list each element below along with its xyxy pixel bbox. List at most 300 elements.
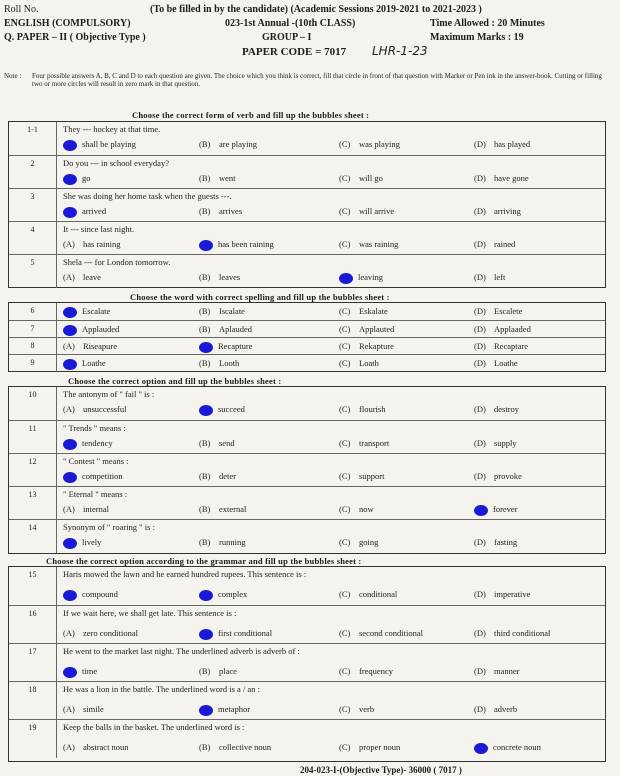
filled-bubble (63, 667, 77, 678)
filled-bubble (63, 325, 77, 336)
answer-option[interactable] (63, 589, 118, 601)
option-text: forever (493, 504, 518, 514)
answer-option[interactable] (199, 306, 245, 316)
option-text: was raining (359, 239, 399, 249)
option-letter: (B) (199, 139, 211, 149)
option-text: tendency (82, 438, 113, 448)
answer-option[interactable] (199, 704, 250, 716)
option-text: conditional (359, 589, 398, 599)
option-letter: (C) (339, 239, 351, 249)
answer-option[interactable] (474, 306, 522, 316)
question-stem: If we wait here, we shall get late. This sentence is : (63, 608, 237, 618)
option-letter: (B) (199, 666, 211, 676)
question-stem: Do you --- in school everyday? (63, 158, 169, 168)
filled-bubble (199, 590, 213, 601)
answer-option[interactable] (474, 589, 530, 599)
subject-title: ENGLISH (COMPULSORY) (4, 18, 131, 29)
option-text: Loath (359, 358, 379, 368)
note-text: Four possible answers A, B, C and D to each question are given. The choice which you think is correct, fill that circle in front of that question with Marker or Pen ink in the answer-book. Cutting or filling two or more circles will result in zero mark in that question. (32, 72, 602, 88)
option-letter: (C) (339, 139, 351, 149)
option-text: Escalete (494, 306, 523, 316)
answer-option[interactable] (474, 173, 529, 183)
option-text: place (219, 666, 237, 676)
question-number: 13 (9, 487, 57, 520)
answer-option[interactable] (474, 324, 531, 334)
question-stem: " Contest " means : (63, 456, 129, 466)
question-row (9, 387, 605, 420)
filled-bubble (63, 590, 77, 601)
answer-option[interactable] (474, 504, 518, 516)
option-letter: (D) (474, 589, 486, 599)
handwritten-code: LHR-1-23 (372, 44, 428, 58)
answer-option[interactable] (63, 306, 110, 318)
answer-option[interactable] (474, 704, 517, 714)
option-text: internal (83, 504, 109, 514)
option-text: Escalate (82, 306, 111, 316)
option-text: have gone (494, 173, 529, 183)
option-text: rained (494, 239, 516, 249)
option-text: third conditional (494, 628, 551, 638)
answer-option[interactable] (474, 272, 505, 282)
question-number: 10 (9, 387, 57, 420)
option-text: deter (219, 471, 236, 481)
answer-option[interactable] (339, 438, 389, 448)
question-row (9, 337, 605, 355)
option-text: now (359, 504, 374, 514)
question-number: 4 (9, 222, 57, 255)
option-text: has been raining (218, 239, 274, 249)
answer-option[interactable] (474, 742, 541, 754)
group-label: GROUP – I (262, 32, 312, 43)
option-letter: (D) (474, 404, 486, 414)
option-letter: (A) (63, 628, 75, 638)
question-stem: " Trends " means : (63, 423, 126, 433)
answer-option[interactable] (339, 306, 388, 316)
option-letter: (B) (199, 471, 211, 481)
option-letter: (D) (474, 324, 486, 334)
answer-option[interactable] (474, 438, 517, 448)
paper-type: Q. PAPER – II ( Objective Type ) (4, 32, 146, 43)
question-stem: She was doing her home task when the guests ---. (63, 191, 232, 201)
option-letter: (D) (474, 341, 486, 351)
option-text: supply (494, 438, 517, 448)
option-text: arriving (494, 206, 521, 216)
option-letter: (C) (339, 537, 351, 547)
question-number: 2 (9, 156, 57, 189)
section-box-vocabulary (8, 386, 606, 554)
option-letter: (C) (339, 173, 351, 183)
option-letter: (B) (199, 358, 211, 368)
question-number: 17 (9, 644, 57, 682)
answer-option[interactable] (339, 404, 385, 414)
option-text: transport (359, 438, 390, 448)
answer-option[interactable] (199, 239, 274, 251)
option-text: Riseapure (83, 341, 117, 351)
option-text: send (219, 438, 235, 448)
answer-option[interactable] (63, 404, 126, 414)
option-letter: (C) (339, 341, 351, 351)
option-letter: (A) (63, 272, 75, 282)
section-box-verb (8, 121, 606, 288)
option-text: will go (359, 173, 383, 183)
question-row (9, 519, 605, 553)
answer-option[interactable] (199, 742, 271, 752)
option-text: manner (494, 666, 520, 676)
filled-bubble (474, 743, 488, 754)
answer-option[interactable] (63, 666, 97, 678)
option-text: Aplauded (219, 324, 253, 334)
question-number: 7 (9, 321, 57, 338)
answer-option[interactable] (63, 628, 138, 638)
answer-option[interactable] (339, 504, 374, 514)
option-text: are playing (219, 139, 257, 149)
answer-option[interactable] (63, 341, 117, 351)
answer-option[interactable] (199, 272, 240, 282)
answer-option[interactable] (339, 173, 383, 183)
answer-option[interactable] (199, 438, 235, 448)
footer-code: 204-023-I-(Objective Type)- 36000 ( 7017 ) (300, 765, 462, 775)
option-text: Applauded (82, 324, 120, 334)
answer-option[interactable] (199, 504, 246, 514)
answer-option[interactable] (199, 206, 242, 216)
option-text: imperative (494, 589, 531, 599)
answer-option[interactable] (199, 139, 257, 149)
filled-bubble (63, 538, 77, 549)
option-letter: (C) (339, 404, 351, 414)
section-box-spelling (8, 302, 606, 372)
question-row (9, 320, 605, 338)
option-text: frequency (359, 666, 393, 676)
question-stem: The antonym of " fail " is : (63, 389, 155, 399)
roll-no-label: Roll No. (4, 4, 39, 15)
question-number: 9 (9, 355, 57, 372)
option-letter: (A) (63, 341, 75, 351)
filled-bubble (63, 174, 77, 185)
answer-option[interactable] (474, 628, 550, 638)
question-stem: Shela --- for London tomorrow. (63, 257, 171, 267)
option-letter: (C) (339, 504, 351, 514)
option-letter: (D) (474, 537, 486, 547)
filled-bubble (339, 273, 353, 284)
question-number: 15 (9, 567, 57, 605)
question-number: 12 (9, 454, 57, 487)
option-text: will arrive (359, 206, 395, 216)
answer-option[interactable] (474, 206, 521, 216)
option-letter: (A) (63, 239, 75, 249)
question-number: 1-1 (9, 122, 57, 155)
option-text: time (82, 666, 98, 676)
option-text: Applauted (359, 324, 395, 334)
filled-bubble (63, 140, 77, 151)
answer-option[interactable] (199, 358, 239, 368)
answer-option[interactable] (474, 341, 528, 351)
answer-option[interactable] (63, 239, 121, 249)
option-text: proper noun (359, 742, 401, 752)
answer-option[interactable] (63, 537, 101, 549)
option-text: Recapture (218, 341, 253, 351)
option-text: has played (494, 139, 531, 149)
answer-option[interactable] (474, 139, 530, 149)
answer-option[interactable] (339, 358, 379, 368)
option-text: leaving (358, 272, 384, 282)
option-text: left (494, 272, 506, 282)
question-stem: Haris mowed the lawn and he earned hundred rupees. This sentence is : (63, 569, 307, 579)
question-row (9, 486, 605, 520)
option-text: destroy (494, 404, 520, 414)
answer-option[interactable] (474, 666, 520, 676)
option-letter: (B) (199, 272, 211, 282)
question-stem: Keep the balls in the basket. The underlined word is : (63, 722, 245, 732)
answer-option[interactable] (339, 206, 394, 216)
option-text: metaphor (218, 704, 251, 714)
option-text: Loathe (82, 358, 106, 368)
option-text: lively (82, 537, 102, 547)
question-number: 5 (9, 255, 57, 288)
option-letter: (B) (199, 173, 211, 183)
answer-option[interactable] (339, 324, 394, 334)
option-text: arrives (219, 206, 243, 216)
answer-option[interactable] (199, 537, 245, 547)
option-letter: (A) (63, 742, 75, 752)
question-stem: He was a lion in the battle. The underlined word is a / an : (63, 684, 260, 694)
question-stem: He went to the market last night. The underlined adverb is adverb of : (63, 646, 300, 656)
filled-bubble (199, 342, 213, 353)
answer-option[interactable] (339, 628, 423, 638)
answer-option[interactable] (63, 438, 113, 450)
option-text: go (82, 173, 91, 183)
option-letter: (D) (474, 438, 486, 448)
section-box-grammar (8, 566, 606, 762)
option-text: compound (82, 589, 118, 599)
answer-option[interactable] (199, 341, 252, 353)
answer-option[interactable] (63, 272, 101, 282)
question-number: 19 (9, 720, 57, 758)
answer-option[interactable] (199, 628, 272, 640)
filled-bubble (63, 439, 77, 450)
question-row (9, 188, 605, 222)
option-letter: (D) (474, 139, 486, 149)
answer-option[interactable] (339, 537, 378, 547)
question-number: 14 (9, 520, 57, 553)
option-text: simile (83, 704, 104, 714)
question-row (9, 122, 605, 155)
option-text: Loathe (494, 358, 518, 368)
option-text: went (219, 173, 236, 183)
option-letter: (C) (339, 206, 351, 216)
answer-option[interactable] (339, 272, 383, 284)
paper-code: PAPER CODE = 7017 (242, 46, 347, 58)
answer-option[interactable] (474, 239, 515, 249)
option-text: Looth (219, 358, 240, 368)
answer-option[interactable] (339, 341, 394, 351)
option-text: has raining (83, 239, 121, 249)
filled-bubble (63, 207, 77, 218)
option-text: was playing (359, 139, 400, 149)
option-text: unsuccessful (83, 404, 127, 414)
question-row (9, 453, 605, 487)
question-stem: Synonym of " roaring " is : (63, 522, 155, 532)
question-row (9, 420, 605, 454)
option-letter: (B) (199, 537, 211, 547)
question-row (9, 254, 605, 288)
answer-option[interactable] (199, 666, 237, 676)
option-text: flourish (359, 404, 386, 414)
option-text: arrived (82, 206, 107, 216)
question-row (9, 719, 605, 758)
answer-option[interactable] (339, 666, 393, 676)
option-letter: (C) (339, 742, 351, 752)
filled-bubble (199, 629, 213, 640)
answer-option[interactable] (63, 173, 91, 185)
question-number: 3 (9, 189, 57, 222)
option-letter: (C) (339, 358, 351, 368)
option-text: complex (218, 589, 248, 599)
option-text: competition (82, 471, 123, 481)
option-text: leave (83, 272, 101, 282)
answer-option[interactable] (339, 704, 374, 714)
filled-bubble (63, 472, 77, 483)
option-letter: (B) (199, 438, 211, 448)
question-number: 11 (9, 421, 57, 454)
answer-option[interactable] (63, 358, 106, 370)
filled-bubble (199, 405, 213, 416)
option-letter: (B) (199, 324, 211, 334)
option-letter: (C) (339, 666, 351, 676)
option-letter: (D) (474, 239, 486, 249)
option-letter: (D) (474, 272, 486, 282)
question-number: 18 (9, 682, 57, 720)
option-text: zero conditional (83, 628, 138, 638)
option-letter: (C) (339, 628, 351, 638)
answer-option[interactable] (63, 324, 119, 336)
answer-option[interactable] (474, 471, 522, 481)
question-stem: " Eternal " means : (63, 489, 128, 499)
option-text: second conditional (359, 628, 423, 638)
option-letter: (C) (339, 704, 351, 714)
exam-name: 023-1st Annual -(10th CLASS) (225, 18, 356, 29)
option-text: fasting (494, 537, 518, 547)
answer-option[interactable] (199, 404, 245, 416)
answer-option[interactable] (199, 324, 252, 334)
option-text: verb (359, 704, 375, 714)
option-text: collective noun (219, 742, 272, 752)
question-stem: They --- hockey at that time. (63, 124, 161, 134)
filled-bubble (199, 240, 213, 251)
time-allowed: Time Allowed : 20 Minutes (430, 18, 545, 29)
question-number: 16 (9, 606, 57, 644)
answer-option[interactable] (199, 471, 236, 481)
option-letter: (C) (339, 589, 351, 599)
question-row (9, 221, 605, 255)
answer-option[interactable] (63, 704, 104, 714)
answer-option[interactable] (63, 139, 136, 151)
question-row (9, 354, 605, 372)
filled-bubble (63, 307, 77, 318)
section-heading-vocabulary: Choose the correct option and fill up the bubbles sheet : (68, 376, 282, 386)
answer-option[interactable] (63, 504, 109, 514)
question-row (9, 155, 605, 189)
question-number: 8 (9, 338, 57, 355)
answer-option[interactable] (339, 589, 397, 599)
option-text: leaves (219, 272, 241, 282)
option-text: Rekapture (359, 341, 394, 351)
answer-option[interactable] (339, 742, 400, 752)
option-letter: (A) (63, 504, 75, 514)
option-letter: (D) (474, 471, 486, 481)
answer-option[interactable] (63, 471, 123, 483)
answer-option[interactable] (474, 537, 517, 547)
option-letter: (D) (474, 173, 486, 183)
option-letter: (D) (474, 306, 486, 316)
option-text: running (219, 537, 246, 547)
question-row (9, 605, 605, 644)
option-letter: (B) (199, 206, 211, 216)
answer-option[interactable] (339, 471, 385, 481)
option-text: going (359, 537, 379, 547)
option-letter: (D) (474, 358, 486, 368)
answer-option[interactable] (339, 139, 400, 149)
answer-option[interactable] (63, 206, 106, 218)
answer-option[interactable] (199, 173, 236, 183)
filled-bubble (63, 359, 77, 370)
option-text: Applaaded (494, 324, 531, 334)
answer-option[interactable] (474, 358, 518, 368)
question-row (9, 567, 605, 605)
option-letter: (B) (199, 306, 211, 316)
option-text: Recaptare (494, 341, 528, 351)
section-heading-grammar: Choose the correct option according to the grammar and fill up the bubbles sheet : (46, 556, 362, 566)
option-text: shall be playing (82, 139, 136, 149)
fill-note: (To be filled in by the candidate) (Academic Sessions 2019-2021 to 2021-2023 ) (150, 4, 482, 15)
option-letter: (D) (474, 628, 486, 638)
option-letter: (B) (199, 742, 211, 752)
option-text: external (219, 504, 247, 514)
answer-option[interactable] (199, 589, 247, 601)
option-text: succeed (218, 404, 245, 414)
section-heading-verb: Choose the correct form of verb and fill up the bubbles sheet : (132, 110, 370, 120)
option-text: Iscalate (219, 306, 245, 316)
note-label: Note : (4, 72, 22, 80)
question-row (9, 681, 605, 720)
filled-bubble (199, 705, 213, 716)
option-letter: (C) (339, 306, 351, 316)
option-letter: (C) (339, 471, 351, 481)
option-text: support (359, 471, 385, 481)
option-letter: (D) (474, 206, 486, 216)
option-text: Eskalate (359, 306, 388, 316)
option-letter: (D) (474, 666, 486, 676)
question-number: 6 (9, 303, 57, 320)
option-text: adverb (494, 704, 518, 714)
option-letter: (D) (474, 704, 486, 714)
answer-option[interactable] (63, 742, 129, 752)
option-letter: (B) (199, 504, 211, 514)
filled-bubble (474, 505, 488, 516)
maximum-marks: Maximum Marks : 19 (430, 32, 524, 43)
question-row (9, 643, 605, 682)
answer-option[interactable] (474, 404, 519, 414)
option-letter: (A) (63, 404, 75, 414)
option-letter: (C) (339, 324, 351, 334)
question-row (9, 303, 605, 320)
answer-option[interactable] (339, 239, 398, 249)
option-text: concrete noun (493, 742, 541, 752)
question-stem: It --- since last night. (63, 224, 135, 234)
section-heading-spelling: Choose the word with correct spelling and fill up the bubbles sheet : (130, 292, 390, 302)
option-letter: (A) (63, 704, 75, 714)
option-text: provoke (494, 471, 522, 481)
option-text: first conditional (218, 628, 273, 638)
